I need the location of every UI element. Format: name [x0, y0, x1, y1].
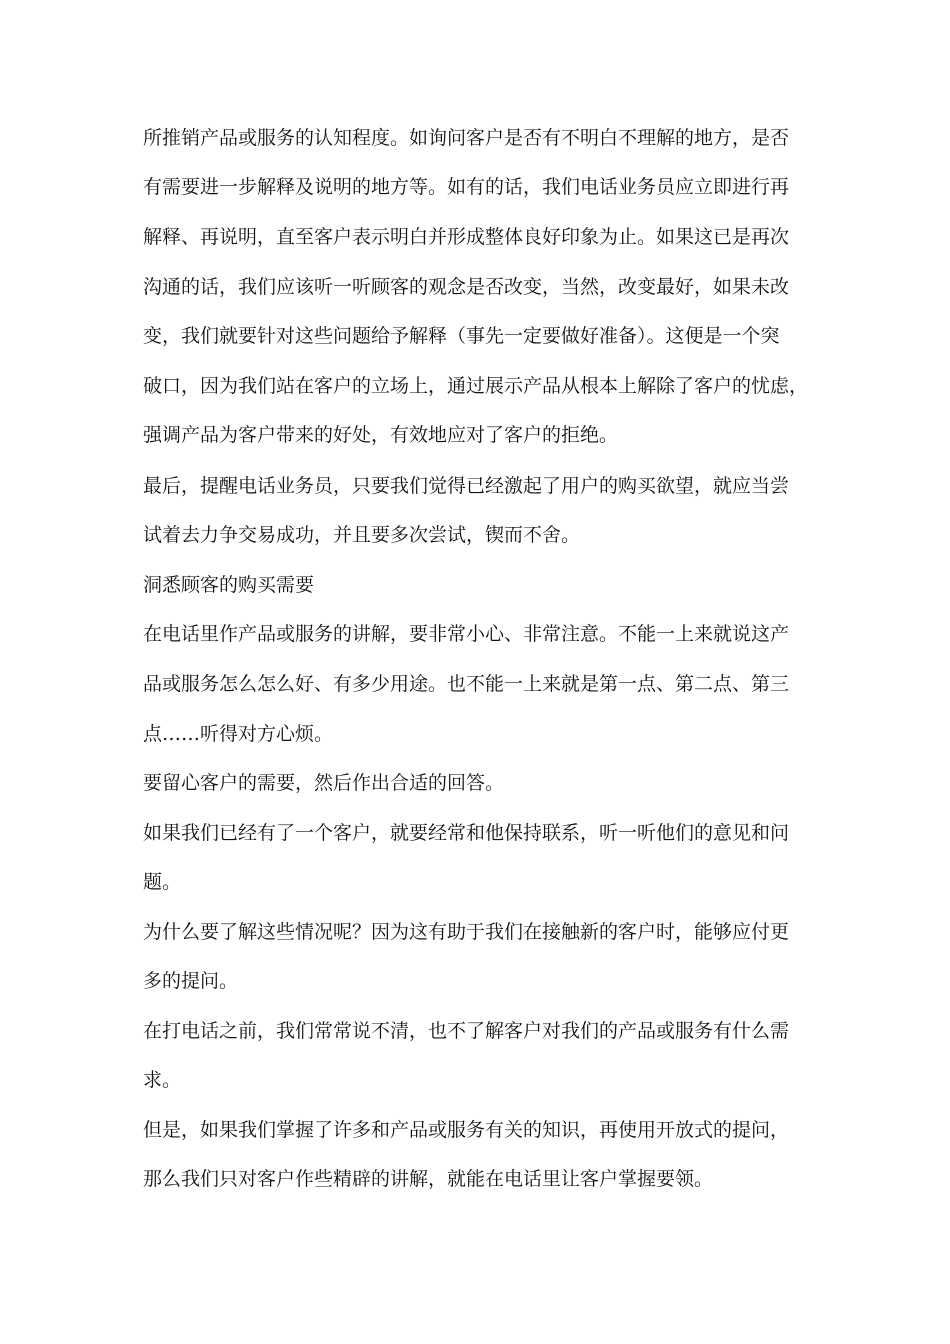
- text-line: 题。: [143, 871, 182, 893]
- text-line: 试着去力争交易成功，并且要多次尝试，锲而不舍。: [143, 524, 581, 546]
- text-line: 品或服务怎么怎么好、有多少用途。也不能一上来就是第一点、第二点、第三: [143, 673, 790, 695]
- text-line: 破口，因为我们站在客户的立场上，通过展示产品从根本上解除了客户的忧虑，: [143, 375, 809, 397]
- text-line: 沟通的话，我们应该听一听顾客的观念是否改变，当然，改变最好，如果未改: [143, 276, 790, 298]
- text-line: 要留心客户的需要，然后作出合适的回答。: [143, 772, 505, 794]
- text-line: 所推销产品或服务的认知程度。如询问客户是否有不明白不理解的地方，是否: [143, 127, 790, 149]
- text-line: 最后，提醒电话业务员，只要我们觉得已经激起了用户的购买欲望，就应当尝: [143, 475, 790, 497]
- text-line: 那么我们只对客户作些精辟的讲解，就能在电话里让客户掌握要领。: [143, 1168, 714, 1190]
- text-line: 强调产品为客户带来的好处，有效地应对了客户的拒绝。: [143, 424, 619, 446]
- text-line: 在打电话之前，我们常常说不清，也不了解客户对我们的产品或服务有什么需: [143, 1020, 790, 1042]
- text-line: 但是，如果我们掌握了许多和产品或服务有关的知识，再使用开放式的提问，: [143, 1119, 790, 1141]
- text-line: 为什么要了解这些情况呢？因为这有助于我们在接触新的客户时，能够应付更: [143, 921, 790, 943]
- text-line: 多的提问。: [143, 970, 239, 992]
- text-line: 在电话里作产品或服务的讲解，要非常小心、非常注意。不能一上来就说这产: [143, 623, 790, 645]
- section-heading: 洞悉顾客的购买需要: [143, 574, 315, 596]
- text-line: 变，我们就要针对这些问题给予解释（事先一定要做好准备）。这便是一个突: [143, 325, 780, 347]
- text-line: 求。: [143, 1069, 182, 1091]
- text-line: 点……听得对方心烦。: [143, 723, 334, 745]
- text-line: 有需要进一步解释及说明的地方等。如有的话，我们电话业务员应立即进行再: [143, 176, 790, 198]
- text-line: 如果我们已经有了一个客户，就要经常和他保持联系，听一听他们的意见和问: [143, 822, 790, 844]
- text-line: 解释、再说明，直至客户表示明白并形成整体良好印象为止。如果这已是再次: [143, 226, 790, 248]
